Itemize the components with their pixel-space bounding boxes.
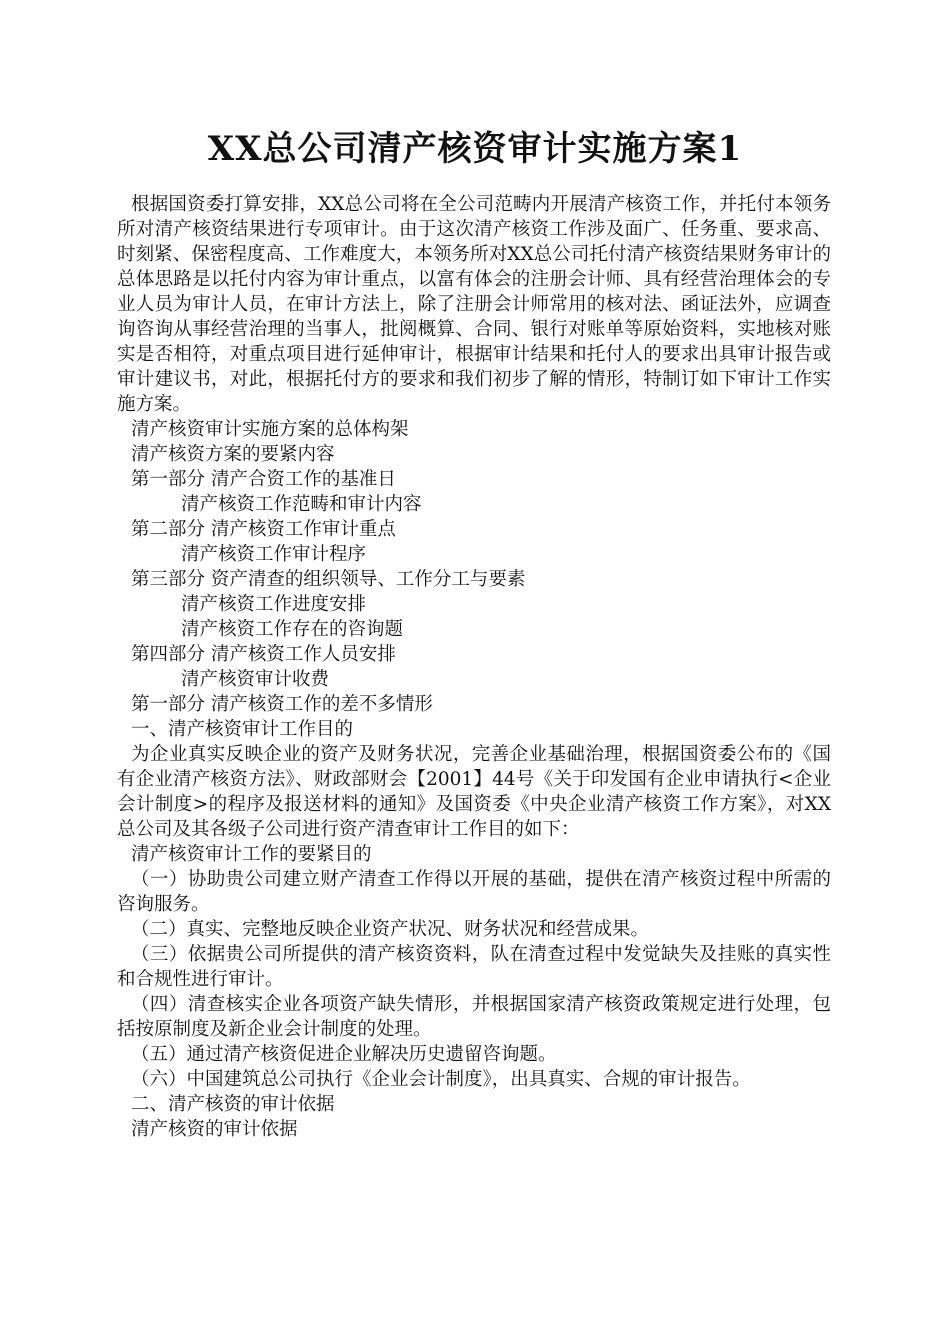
outline-part-1: 第一部分 清产合资工作的基准日: [131, 469, 396, 490]
outline-part-2-item: 清产核资工作审计程序: [181, 544, 367, 565]
purpose-item-3: （三）依据贵公司所提供的清产核资资料，队在清查过程中发觉缺失及挂账的真实性和合规性进行审计。: [117, 944, 831, 990]
intro-paragraph: 根据国资委打算安排，XX总公司将在全公司范畴内开展清产核资工作，并托付本领务所对清产核资结果进行专项审计。由于这次清产核资工作涉及面广、任务重、要求高、时刻紧、保密程度高、工作难度大，本领务所对XX总公司托付清产核资结果财务审计的总体思路是以托付内容为审计重点，以富有体会的注册会计师、具有经营治理体会的专业人员为审计人员，在审计方法上，除了注册会计师常用的核对法、函证法外，应调查询咨询从事经营治理的当事人，批阅概算、合同、银行对账单等原始资料，实地核对账实是否相符，对重点项目进行延伸审计，根据审计结果和托付人的要求出具审计报告或审计建议书，对此，根据托付方的要求和我们初步了解的情形，特制订如下审计工作实施方案。: [117, 194, 831, 415]
outline-part-3-item-1: 清产核资工作进度安排: [181, 594, 367, 615]
outline-part-1-item: 清产核资工作范畴和审计内容: [181, 494, 422, 515]
outline-part-3: 第三部分 资产清查的组织领导、工作分工与要素: [131, 569, 526, 590]
outline-heading: 清产核资审计实施方案的总体构架: [131, 419, 409, 440]
part-one-heading: 第一部分 清产核资工作的差不多情形: [131, 694, 433, 715]
purpose-item-4: （四）清查核实企业各项资产缺失情形，并根据国家清产核资政策规定进行处理，包括按原制度及新企业会计制度的处理。: [117, 994, 831, 1040]
outline-subheading: 清产核资方案的要紧内容: [131, 444, 335, 465]
section-1-subheading: 清产核资审计工作的要紧目的: [131, 844, 372, 865]
purpose-item-5: （五）通过清产核资促进企业解决历史遗留咨询题。: [131, 1044, 557, 1065]
purpose-item-1: （一）协助贵公司建立财产清查工作得以开展的基础，提供在清产核资过程中所需的咨询服务。: [117, 869, 831, 915]
section-1-heading: 一、清产核资审计工作目的: [131, 719, 354, 740]
section-2-subheading: 清产核资的审计依据: [131, 1119, 298, 1140]
purpose-item-6: （六）中国建筑总公司执行《企业会计制度》，出具真实、合规的审计报告。: [131, 1069, 751, 1090]
section-1-paragraph: 为企业真实反映企业的资产及财务状况，完善企业基础治理，根据国资委公布的《国有企业清产核资方法》、财政部财会【2001】44号《关于印发国有企业申请执行<企业会计制度>的程序及报送材料的通知》及国资委《中央企业清产核资工作方案》，对XX总公司及其各级子公司进行资产清查审计工作目的如下：: [117, 744, 831, 840]
document-body: [117, 192, 831, 1142]
outline-part-4-item: 清产核资审计收费: [181, 669, 330, 690]
outline-part-4: 第四部分 清产核资工作人员安排: [131, 644, 396, 665]
section-2-heading: 二、清产核资的审计依据: [131, 1094, 335, 1115]
outline-part-3-item-2: 清产核资工作存在的咨询题: [181, 619, 404, 640]
outline-part-2: 第二部分 清产核资工作审计重点: [131, 519, 396, 540]
purpose-item-2: （二）真实、完整地反映企业资产状况、财务状况和经营成果。: [131, 919, 650, 940]
document-title: XX总公司清产核资审计实施方案1: [207, 129, 743, 169]
